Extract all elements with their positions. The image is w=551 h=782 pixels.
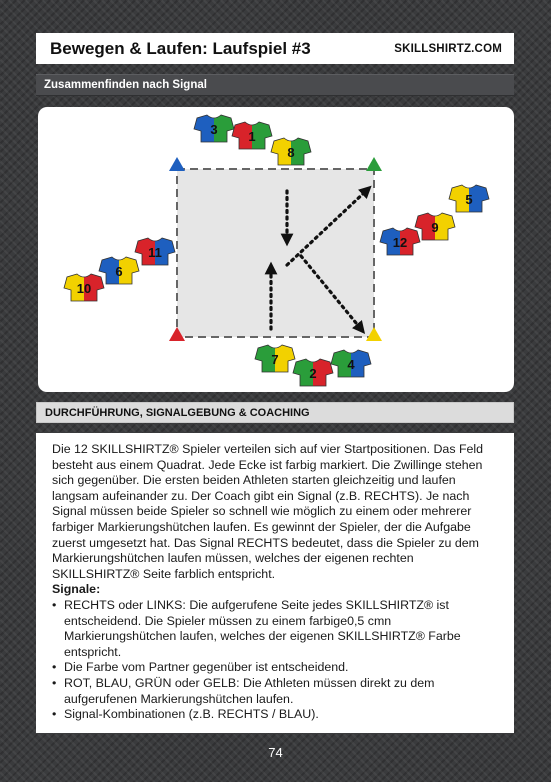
player-number: 8 [287,145,295,160]
signals-list [52,598,502,723]
instructions-paragraph: Die 12 SKILLSHIRTZ® Spieler verteilen sich auf vier Startpositionen. Das Feld besteht aus einem Quadrat. Jede Ecke ist farbig markiert. Die Zwillinge stehen sich gegenüber. Die ersten beiden Athleten starten gleichzeitig und laufen langsam aufeinander zu. Der Coach gibt ein Signal (z.B. RECHTS). Je nach Signal müssen beide Spieler so schnell wie möglich zu einem oder mehrerer farbiger Markierungshütchen laufen. Es gewinnt der Spieler, der die Aufgabe zuerst umgesetzt hat. Das Signal RECHTS bedeutet, dass die Spieler zu dem Markierungshütchen laufen müssen, welches der eigenen rechten SKILLSHIRTZ® Seite farblich entspricht. [52,442,484,581]
cone-green [366,157,382,171]
player-shirt [291,357,335,388]
player-number: 6 [115,264,123,279]
player-number: 5 [465,192,473,207]
drill-diagram [38,107,514,392]
title-bar [36,33,514,64]
player-number: 2 [309,366,317,381]
player-shirt [192,113,236,144]
player-shirt [378,226,422,257]
field-square [177,169,374,337]
player-number: 4 [347,357,355,372]
player-shirt [447,183,491,214]
player-shirt [62,272,106,303]
player-shirt [97,255,141,286]
signal-item: • Die Farbe vom Partner gegenüber ist entscheidend. [52,660,502,676]
player-shirt [133,236,177,267]
section-title: DURCHFÜHRUNG, SIGNALGEBUNG & COACHING [45,406,310,419]
subtitle-bar [36,74,514,96]
signal-item: • RECHTS oder LINKS: Die aufgerufene Seite jedes SKILLSHIRTZ® ist entscheidend. Die Spieler müssen zu einem farbige0,5 cmn Markierungshütchen laufen, welches der eigenen SKILLSHIRTZ® Farbe entspricht. [52,598,502,660]
player-number: 11 [148,245,162,260]
signal-item: • Signal-Kombinationen (z.B. RECHTS / BLAU). [52,707,502,723]
signals-heading: Signale: [52,582,101,597]
player-shirt [413,211,457,242]
page-number: 74 [268,745,283,760]
player-number: 1 [248,129,256,144]
instructions-box [36,433,514,733]
player-number: 10 [76,281,92,296]
player-shirt [230,120,274,151]
page-subtitle: Zusammenfinden nach Signal [44,79,207,91]
brand-name: SKILLSHIRTZ.COM [394,42,502,55]
page-title: Bewegen & Laufen: Laufspiel #3 [50,38,311,58]
cone-blue [169,157,185,171]
player-shirt [253,343,297,374]
section-bar [36,402,514,423]
player-number: 7 [271,352,279,367]
player-shirt [329,348,373,379]
player-number: 3 [210,122,218,137]
drill-diagram-svg [38,107,514,392]
player-number: 9 [431,220,439,235]
player-number: 12 [392,235,408,250]
player-shirt [269,136,313,167]
signal-item: • ROT, BLAU, GRÜN oder GELB: Die Athleten müssen direkt zu dem aufgerufenen Markierungshütchen laufen. [52,676,502,707]
